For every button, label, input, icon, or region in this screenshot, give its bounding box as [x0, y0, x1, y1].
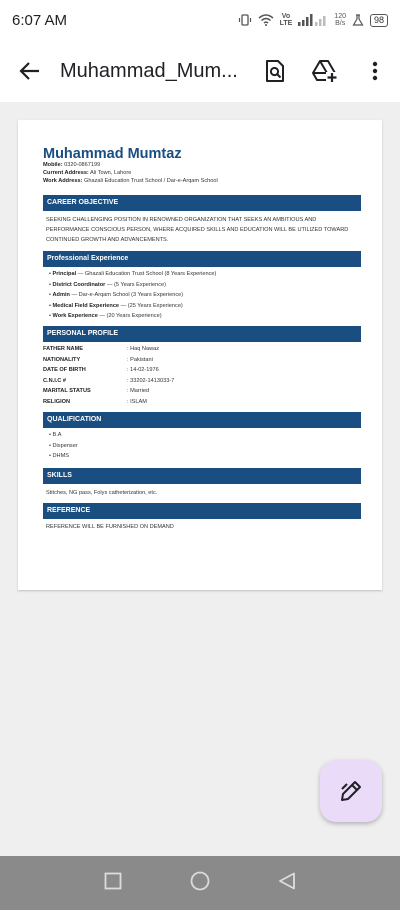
- edit-pen-icon: [339, 779, 363, 803]
- app-bar: [0, 40, 400, 102]
- system-nav-bar: [0, 856, 400, 910]
- experience-detail: — (20 Years Experience): [97, 313, 162, 320]
- personal-profile-table: [43, 342, 361, 407]
- cv-mobile-label: Mobile:: [43, 162, 63, 168]
- profile-label: DATE OF BIRTH: [43, 367, 86, 374]
- profile-label: NATIONALITY: [43, 356, 81, 363]
- profile-row: [43, 397, 361, 408]
- experience-detail: — Dar-e-Arqam School (3 Years Experience): [69, 292, 184, 299]
- qualification-item: • B.A: [49, 432, 62, 439]
- section-heading-reference: REFERENCE: [43, 503, 361, 519]
- cv-work-label: Work Address:: [43, 177, 83, 184]
- reference-text: REFERENCE WILL BE FURNISHED ON DEMAND: [46, 523, 174, 530]
- section-heading-personal-profile: PERSONAL PROFILE: [43, 326, 361, 342]
- annotate-fab-button[interactable]: [320, 760, 382, 822]
- profile-label: MARITAL STATUS: [43, 388, 91, 395]
- back-triangle-icon: [278, 872, 296, 890]
- recents-square-icon: [104, 872, 122, 890]
- wifi-icon: [258, 14, 274, 26]
- network-type-label: Vo LTE: [279, 13, 293, 27]
- more-vert-icon: [372, 61, 378, 81]
- document-title: Muhammad_Mum...: [60, 59, 238, 82]
- cv-address: [43, 170, 361, 178]
- profile-value: : ISLAM: [127, 398, 147, 405]
- signal-icon: [298, 14, 328, 26]
- add-to-drive-icon: [312, 59, 338, 83]
- skills-text: Stitches, NG pass, Folys catheterization, etc.: [46, 489, 158, 496]
- battery-indicator: 98: [370, 14, 388, 27]
- profile-label: C.N.I.C #: [43, 377, 67, 384]
- profile-label: FATHER NAME: [43, 346, 83, 353]
- profile-value: : Married: [127, 388, 150, 395]
- profile-value: : Pakistani: [127, 356, 153, 363]
- nav-back-button[interactable]: [278, 872, 296, 895]
- back-button[interactable]: [0, 40, 60, 102]
- recents-button[interactable]: [104, 872, 122, 895]
- experience-detail: — Ghazali Education Trust School (8 Years Experience): [76, 271, 217, 278]
- network-speed: [334, 13, 346, 27]
- status-time: 6:07 AM: [12, 11, 68, 29]
- section-heading-skills: SKILLS: [43, 468, 361, 484]
- qualification-list: [43, 428, 361, 461]
- experience-item: • Work Experience — (20 Years Experience): [49, 313, 162, 320]
- section-heading-qualification: QUALIFICATION: [43, 412, 361, 428]
- flask-icon: [352, 14, 364, 26]
- experience-item: • District Coordinator — (5 Years Experience): [49, 281, 166, 288]
- network-speed-value: 120: [334, 13, 346, 20]
- cv-name: Muhammad Mumtaz: [43, 146, 182, 162]
- experience-item: • Admin — Dar-e-Arqam School (3 Years Experience): [49, 292, 184, 299]
- profile-row: [43, 376, 361, 387]
- profile-row: [43, 344, 361, 355]
- experience-role: District Coordinator: [52, 281, 106, 288]
- back-arrow-icon: [19, 60, 41, 82]
- more-options-button[interactable]: [350, 40, 400, 102]
- experience-item: • Principal — Ghazali Education Trust School (8 Years Experience): [49, 271, 217, 278]
- qualification-item: • DHMS: [49, 453, 69, 460]
- experience-item: • Medical Field Experience — (25 Years Experience): [49, 302, 183, 309]
- cv-address-value: Ali Town, Lahore: [90, 169, 132, 176]
- vibrate-icon: [238, 13, 252, 27]
- qualification-item: • Dispenser: [49, 442, 78, 449]
- experience-list: [43, 267, 361, 321]
- experience-role: Work Experience: [52, 313, 98, 320]
- network-speed-unit: B/s: [335, 20, 346, 27]
- cv-mobile: [43, 162, 361, 170]
- experience-detail: — (25 Years Experience): [119, 302, 183, 309]
- find-in-page-button[interactable]: [250, 40, 300, 102]
- profile-value: : 33202-1413033-7: [127, 377, 175, 384]
- find-in-page-icon: [264, 59, 286, 83]
- status-bar: [0, 0, 400, 40]
- career-objective-text: SEEKING CHALLENGING POSITION IN RENOWNED ORGANIZATION THAT SEEKS AN AMBITIOUS AND PERFORMANCE CONSCIOUS PERSON, WHERE ACQUIRED SKILLS AND EDUCATION WILL BE UTILIZED TOWARD CONTINUED GROWTH AND ADVANCEMENTS.: [46, 217, 349, 244]
- document-page[interactable]: [18, 120, 382, 590]
- profile-row: [43, 386, 361, 397]
- cv-work-address: [43, 178, 361, 186]
- status-icons: [238, 13, 388, 27]
- home-circle-icon: [190, 871, 210, 891]
- home-button[interactable]: [190, 871, 210, 896]
- add-to-drive-button[interactable]: [300, 40, 350, 102]
- section-heading-experience: Professional Experience: [43, 251, 361, 267]
- profile-row: [43, 365, 361, 376]
- experience-role: Admin: [52, 292, 70, 299]
- profile-value: : Haq Nawaz: [127, 346, 160, 353]
- profile-label: RELIGION: [43, 398, 71, 405]
- cv-work-value: Ghazali Education Trust School / Dar-e-Arqam School: [84, 177, 218, 184]
- profile-row: [43, 355, 361, 366]
- experience-role: Medical Field Experience: [52, 302, 120, 309]
- experience-detail: — (5 Years Experience): [105, 281, 166, 288]
- cv-address-label: Current Address:: [43, 169, 89, 176]
- cv-mobile-value: 0320-0867199: [64, 162, 101, 168]
- profile-value: : 14-02-1976: [127, 367, 159, 374]
- section-heading-career-objective: CAREER OBJECTIVE: [43, 195, 361, 211]
- experience-role: Principal: [52, 271, 77, 278]
